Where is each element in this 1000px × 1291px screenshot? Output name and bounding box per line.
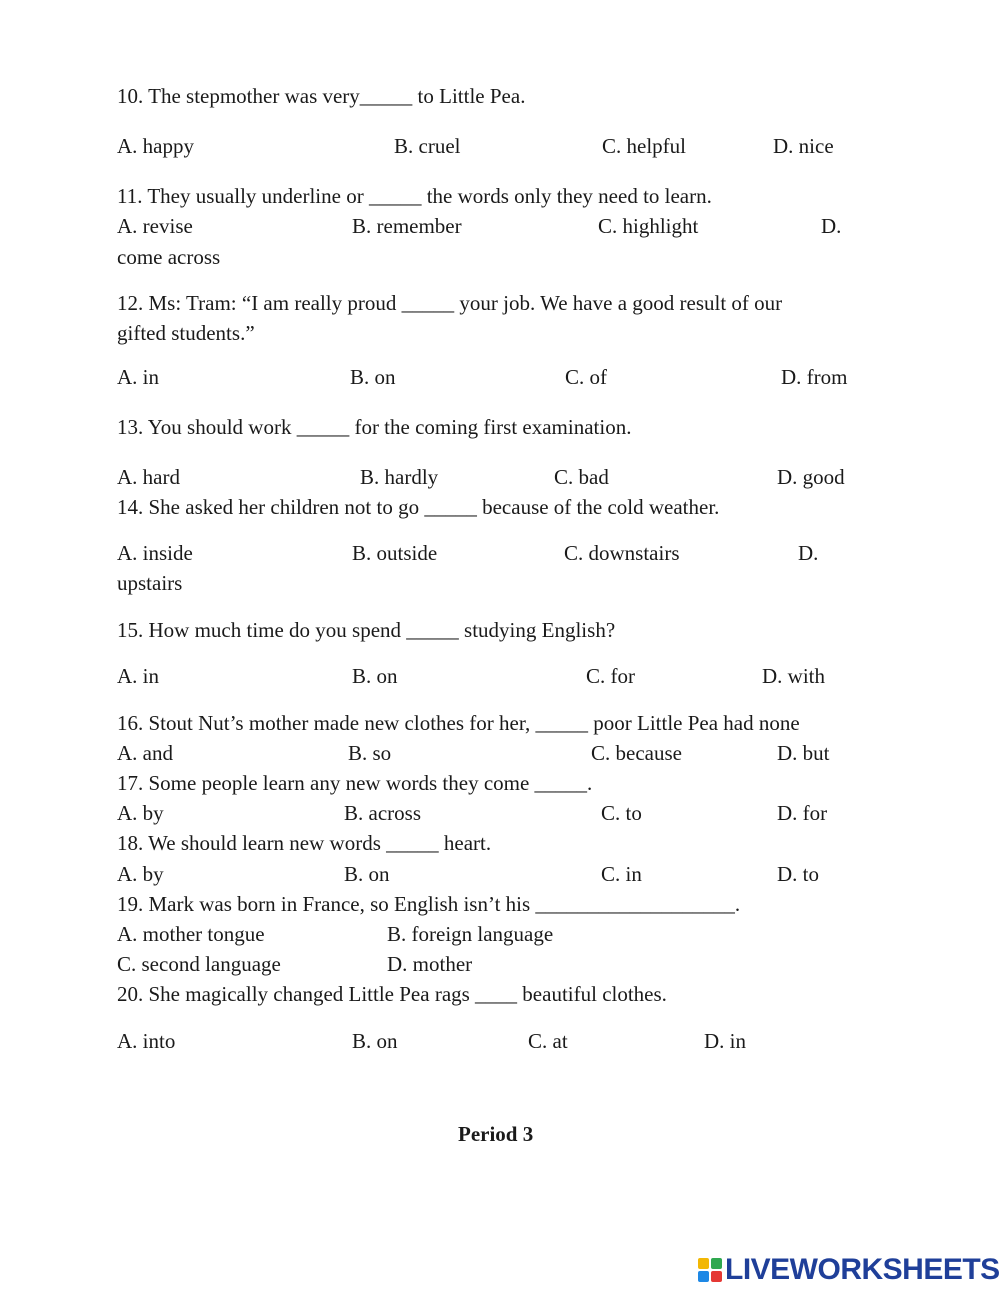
question-11-option-c: C. highlight — [598, 214, 699, 238]
question-14-option-d-text: upstairs — [117, 571, 183, 595]
question-11-option-d-text: come across — [117, 245, 221, 269]
question-12-option-c: C. of — [565, 365, 607, 389]
question-17-option-d: D. for — [777, 801, 828, 825]
logo-text: LIVEWORKSHEETS — [725, 1253, 1000, 1286]
liveworksheets-logo — [698, 1255, 1000, 1285]
logo-mark-icon — [698, 1258, 722, 1282]
logo-mark-square — [711, 1258, 722, 1269]
question-17-stem: 17. Some people learn any new words they come _____. — [117, 771, 593, 795]
question-10-option-a: A. happy — [117, 134, 194, 158]
question-14-option-b: B. outside — [352, 541, 438, 565]
question-14-stem: 14. She asked her children not to go _____ because of the cold weather. — [117, 495, 720, 519]
question-10-option-c: C. helpful — [602, 134, 686, 158]
question-16-option-c: C. because — [591, 741, 682, 765]
question-14-option-a: A. inside — [117, 541, 193, 565]
question-12-option-d: D. from — [781, 365, 848, 389]
question-13-option-c: C. bad — [554, 465, 609, 489]
question-12-stem: 12. Ms: Tram: “I am really proud _____ your job. We have a good result of our — [117, 291, 783, 315]
question-11-option-d: D. — [821, 214, 842, 238]
question-15-stem: 15. How much time do you spend _____ studying English? — [117, 618, 616, 642]
question-17-option-c: C. to — [601, 801, 642, 825]
question-13-option-d: D. good — [777, 465, 845, 489]
question-14-option-c: C. downstairs — [564, 541, 680, 565]
question-17-option-b: B. across — [344, 801, 421, 825]
question-18-option-c: C. in — [601, 862, 642, 886]
question-12-option-a: A. in — [117, 365, 159, 389]
question-20-stem: 20. She magically changed Little Pea rags ____ beautiful clothes. — [117, 982, 667, 1006]
logo-mark-square — [711, 1271, 722, 1282]
question-20-option-b: B. on — [352, 1029, 398, 1053]
question-20-option-a: A. into — [117, 1029, 176, 1053]
question-10-option-b: B. cruel — [394, 134, 461, 158]
question-19-option-d: D. mother — [387, 952, 473, 976]
question-16-stem: 16. Stout Nut’s mother made new clothes for her, _____ poor Little Pea had none — [117, 711, 800, 735]
question-11-option-b: B. remember — [352, 214, 462, 238]
question-16-option-a: A. and — [117, 741, 173, 765]
question-15-option-d: D. with — [762, 664, 825, 688]
question-19-option-b: B. foreign language — [387, 922, 554, 946]
question-18-option-b: B. on — [344, 862, 390, 886]
question-16-option-d: D. but — [777, 741, 830, 765]
question-10-option-d: D. nice — [773, 134, 834, 158]
logo-mark-square — [698, 1258, 709, 1269]
question-14-option-d: D. — [798, 541, 819, 565]
question-13-option-b: B. hardly — [360, 465, 439, 489]
question-19-option-a: A. mother tongue — [117, 922, 265, 946]
question-15-option-b: B. on — [352, 664, 398, 688]
question-11-option-a: A. revise — [117, 214, 193, 238]
question-15-option-a: A. in — [117, 664, 159, 688]
question-11-stem: 11. They usually underline or _____ the words only they need to learn. — [117, 184, 712, 208]
question-17-option-a: A. by — [117, 801, 164, 825]
question-12-stem-line2: gifted students.” — [117, 321, 255, 345]
logo-mark-square — [698, 1271, 709, 1282]
question-16-option-b: B. so — [348, 741, 392, 765]
question-20-option-c: C. at — [528, 1029, 568, 1053]
question-10-stem: 10. The stepmother was very_____ to Little Pea. — [117, 84, 526, 108]
question-19-stem: 19. Mark was born in France, so English isn’t his ___________________. — [117, 892, 741, 916]
question-15-option-c: C. for — [586, 664, 635, 688]
question-13-option-a: A. hard — [117, 465, 180, 489]
question-18-option-d: D. to — [777, 862, 819, 886]
question-18-option-a: A. by — [117, 862, 164, 886]
section-heading: Period 3 — [458, 1122, 534, 1146]
question-18-stem: 18. We should learn new words _____ heart. — [117, 831, 492, 855]
question-20-option-d: D. in — [704, 1029, 746, 1053]
question-13-stem: 13. You should work _____ for the coming first examination. — [117, 415, 632, 439]
question-19-option-c: C. second language — [117, 952, 281, 976]
question-12-option-b: B. on — [350, 365, 396, 389]
